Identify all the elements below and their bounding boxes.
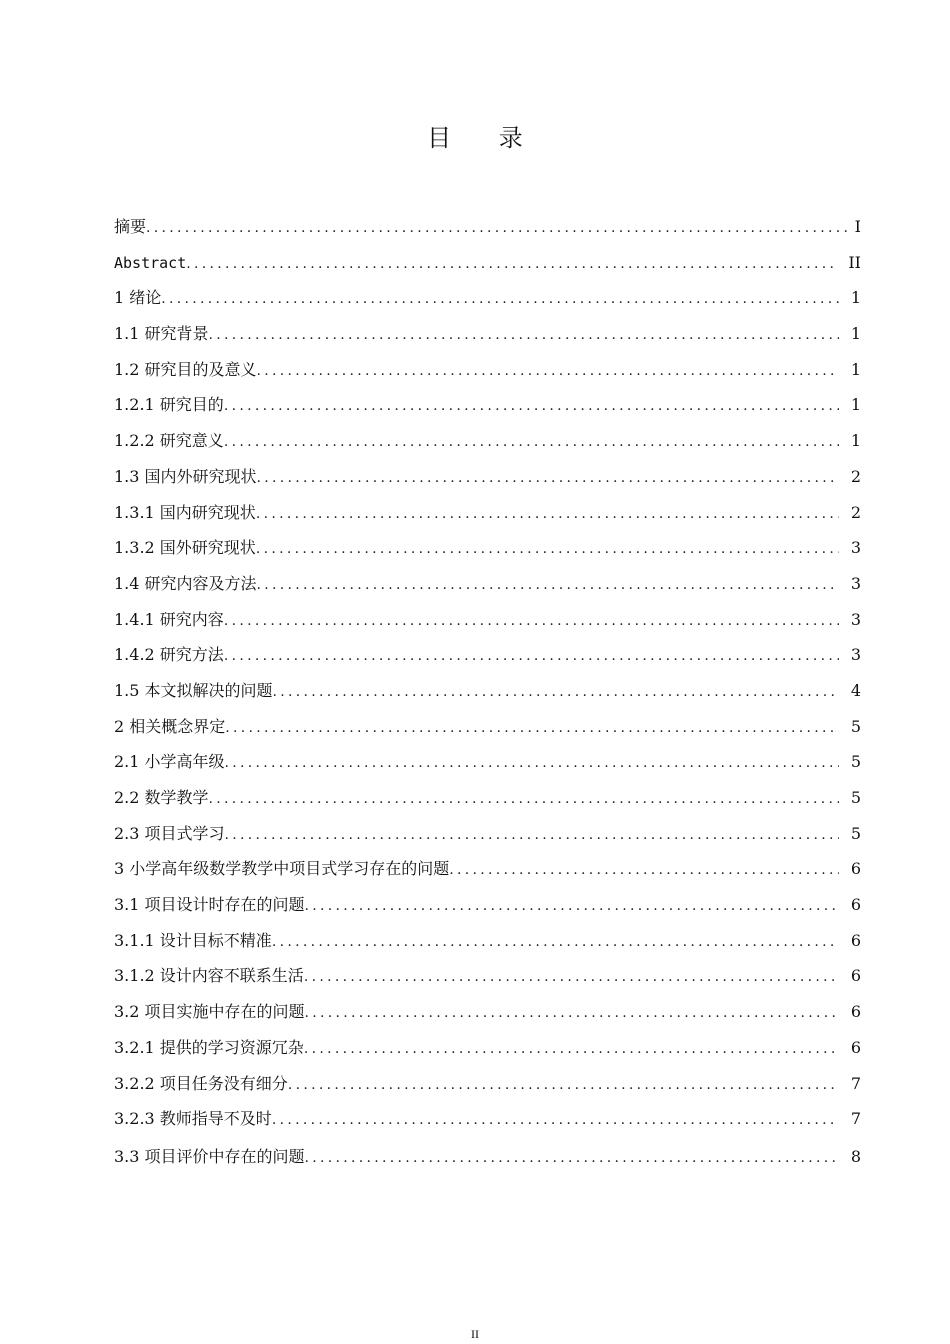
toc-entry[interactable]	[114, 209, 861, 245]
toc-entry[interactable]	[114, 923, 861, 959]
toc-entry-label: 3.3 项目评价中存在的问题	[114, 1146, 305, 1166]
toc-entry-label: 2.3 项目式学习	[114, 823, 225, 843]
toc-leader-dots	[186, 247, 838, 281]
toc-leader-dots	[305, 1141, 839, 1175]
toc-entry-label: 1.3.2 国外研究现状	[114, 538, 256, 558]
toc-leader-dots	[225, 746, 839, 780]
toc-entry-page: 1	[850, 288, 861, 308]
toc-leader-dots	[224, 425, 839, 459]
toc-entry-label: 1.2.1 研究目的	[114, 395, 224, 415]
toc-leader-dots	[305, 889, 839, 923]
toc-entry-page: II	[848, 252, 861, 272]
toc-entry-label: 2 相关概念界定	[114, 716, 226, 736]
toc-leader-dots	[272, 1103, 839, 1137]
toc-entry-page: 3	[850, 573, 861, 593]
page-number: II	[471, 1327, 479, 1341]
toc-leader-dots	[224, 389, 839, 423]
toc-entry[interactable]	[114, 1066, 861, 1102]
page-title: 目 录	[427, 124, 543, 152]
toc-leader-dots	[256, 497, 839, 531]
toc-entry[interactable]	[114, 637, 861, 673]
toc-entry[interactable]	[114, 280, 861, 316]
toc-leader-dots	[273, 675, 839, 709]
toc-entry[interactable]	[114, 495, 861, 531]
toc-leader-dots	[146, 211, 849, 245]
toc-entry-label: 3.1.2 设计内容不联系生活	[114, 966, 304, 986]
toc-leader-dots	[161, 282, 839, 316]
toc-entry-page: 2	[850, 502, 861, 522]
toc-leader-dots	[225, 711, 839, 745]
toc-entry-page: 8	[850, 1146, 861, 1166]
toc-entry-page: I	[854, 217, 861, 236]
toc-entry[interactable]	[114, 602, 861, 638]
toc-entry-page: 5	[850, 752, 861, 772]
toc-leader-dots	[225, 818, 839, 852]
toc-entry-page: 7	[850, 1109, 861, 1129]
toc-entry-label: 1.2.2 研究意义	[114, 431, 224, 451]
toc-entry-page: 6	[850, 895, 861, 915]
toc-entry[interactable]	[114, 887, 861, 923]
toc-leader-dots	[305, 996, 839, 1030]
toc-entry[interactable]	[114, 459, 861, 495]
toc-entry-label: 1.3.1 国内研究现状	[114, 502, 256, 522]
toc-entry-label: 3.2.2 项目任务没有细分	[114, 1073, 288, 1093]
toc-entry-page: 5	[850, 788, 861, 807]
toc-entry-page: 1	[850, 359, 861, 379]
toc-entry[interactable]	[114, 673, 861, 709]
toc-entry[interactable]	[114, 530, 861, 566]
toc-leader-dots	[257, 461, 839, 495]
toc-entry[interactable]	[114, 1101, 861, 1137]
toc-entry-page: 3	[850, 538, 861, 558]
toc-entry-label: 3.2 项目实施中存在的问题	[114, 1002, 305, 1022]
toc-entry-page: 3	[850, 609, 861, 629]
toc-entry[interactable]	[114, 387, 861, 423]
toc-entry[interactable]	[114, 1030, 861, 1066]
toc-entry[interactable]	[114, 352, 861, 388]
toc-entry-label: 1.1 研究背景	[114, 324, 209, 344]
toc-entry[interactable]	[114, 994, 861, 1030]
toc-entry[interactable]	[114, 851, 861, 887]
toc-leader-dots	[304, 1032, 839, 1066]
toc-entry-label: 3.1.1 设计目标不精准	[114, 930, 272, 950]
toc-leader-dots	[209, 782, 839, 816]
toc-entry-page: 6	[850, 966, 861, 986]
toc-entry-page: 6	[850, 859, 861, 879]
toc-entry[interactable]	[114, 816, 861, 852]
toc-entry-page: 6	[850, 1002, 861, 1022]
toc-leader-dots	[304, 960, 839, 994]
toc-entry-label: 3.2.3 教师指导不及时	[114, 1109, 272, 1129]
toc-leader-dots	[256, 532, 839, 566]
toc-leader-dots	[224, 604, 839, 638]
toc-leader-dots	[257, 568, 839, 602]
toc-entry-page: 5	[850, 716, 861, 736]
toc-leader-dots	[449, 853, 839, 887]
toc-entry[interactable]	[114, 709, 861, 745]
toc-entry-page: 7	[850, 1073, 861, 1093]
toc-entry-page: 6	[850, 1037, 861, 1057]
toc-entry[interactable]	[114, 316, 861, 352]
toc-leader-dots	[209, 318, 839, 352]
toc-entry-page: 1	[850, 395, 861, 415]
toc-entry-label: 3.1 项目设计时存在的问题	[114, 895, 305, 915]
toc-entry-label: 1.4.2 研究方法	[114, 645, 224, 665]
toc-entry-page: 1	[850, 431, 861, 451]
toc-entry-label: 1.4.1 研究内容	[114, 609, 224, 629]
toc-entry[interactable]	[114, 566, 861, 602]
toc-entry-page: 3	[850, 645, 861, 665]
toc-entry-page: 2	[850, 466, 861, 486]
toc-entry[interactable]	[114, 780, 861, 816]
toc-entry[interactable]	[114, 423, 861, 459]
toc-entry-label: 3 小学高年级数学教学中项目式学习存在的问题	[114, 859, 450, 879]
toc-entry-label: 1.3 国内外研究现状	[114, 466, 257, 486]
toc-entry[interactable]	[114, 245, 861, 281]
toc-entry-label: 1.2 研究目的及意义	[114, 359, 257, 379]
table-of-contents	[114, 209, 861, 1175]
toc-entry[interactable]	[114, 958, 861, 994]
toc-entry-page: 6	[850, 930, 861, 950]
toc-entry-label: 1 绪论	[114, 288, 162, 308]
toc-entry-label: 摘要	[114, 217, 147, 236]
toc-entry[interactable]	[114, 1139, 861, 1175]
toc-leader-dots	[288, 1068, 839, 1102]
toc-leader-dots	[257, 354, 839, 388]
toc-entry-label: 3.2.1 提供的学习资源冗杂	[114, 1037, 304, 1057]
toc-leader-dots	[224, 639, 839, 673]
toc-entry-page: 1	[850, 324, 861, 344]
toc-entry-label: 2.1 小学高年级	[114, 752, 225, 772]
toc-entry-page: 4	[850, 680, 861, 700]
toc-entry-label: Abstract	[114, 253, 187, 272]
toc-leader-dots	[272, 925, 839, 959]
toc-entry-label: 1.5 本文拟解决的问题	[114, 680, 273, 700]
toc-entry[interactable]	[114, 744, 861, 780]
toc-entry-page: 5	[850, 823, 861, 843]
toc-entry-label: 2.2 数学教学	[114, 788, 209, 807]
toc-entry-label: 1.4 研究内容及方法	[114, 573, 257, 593]
